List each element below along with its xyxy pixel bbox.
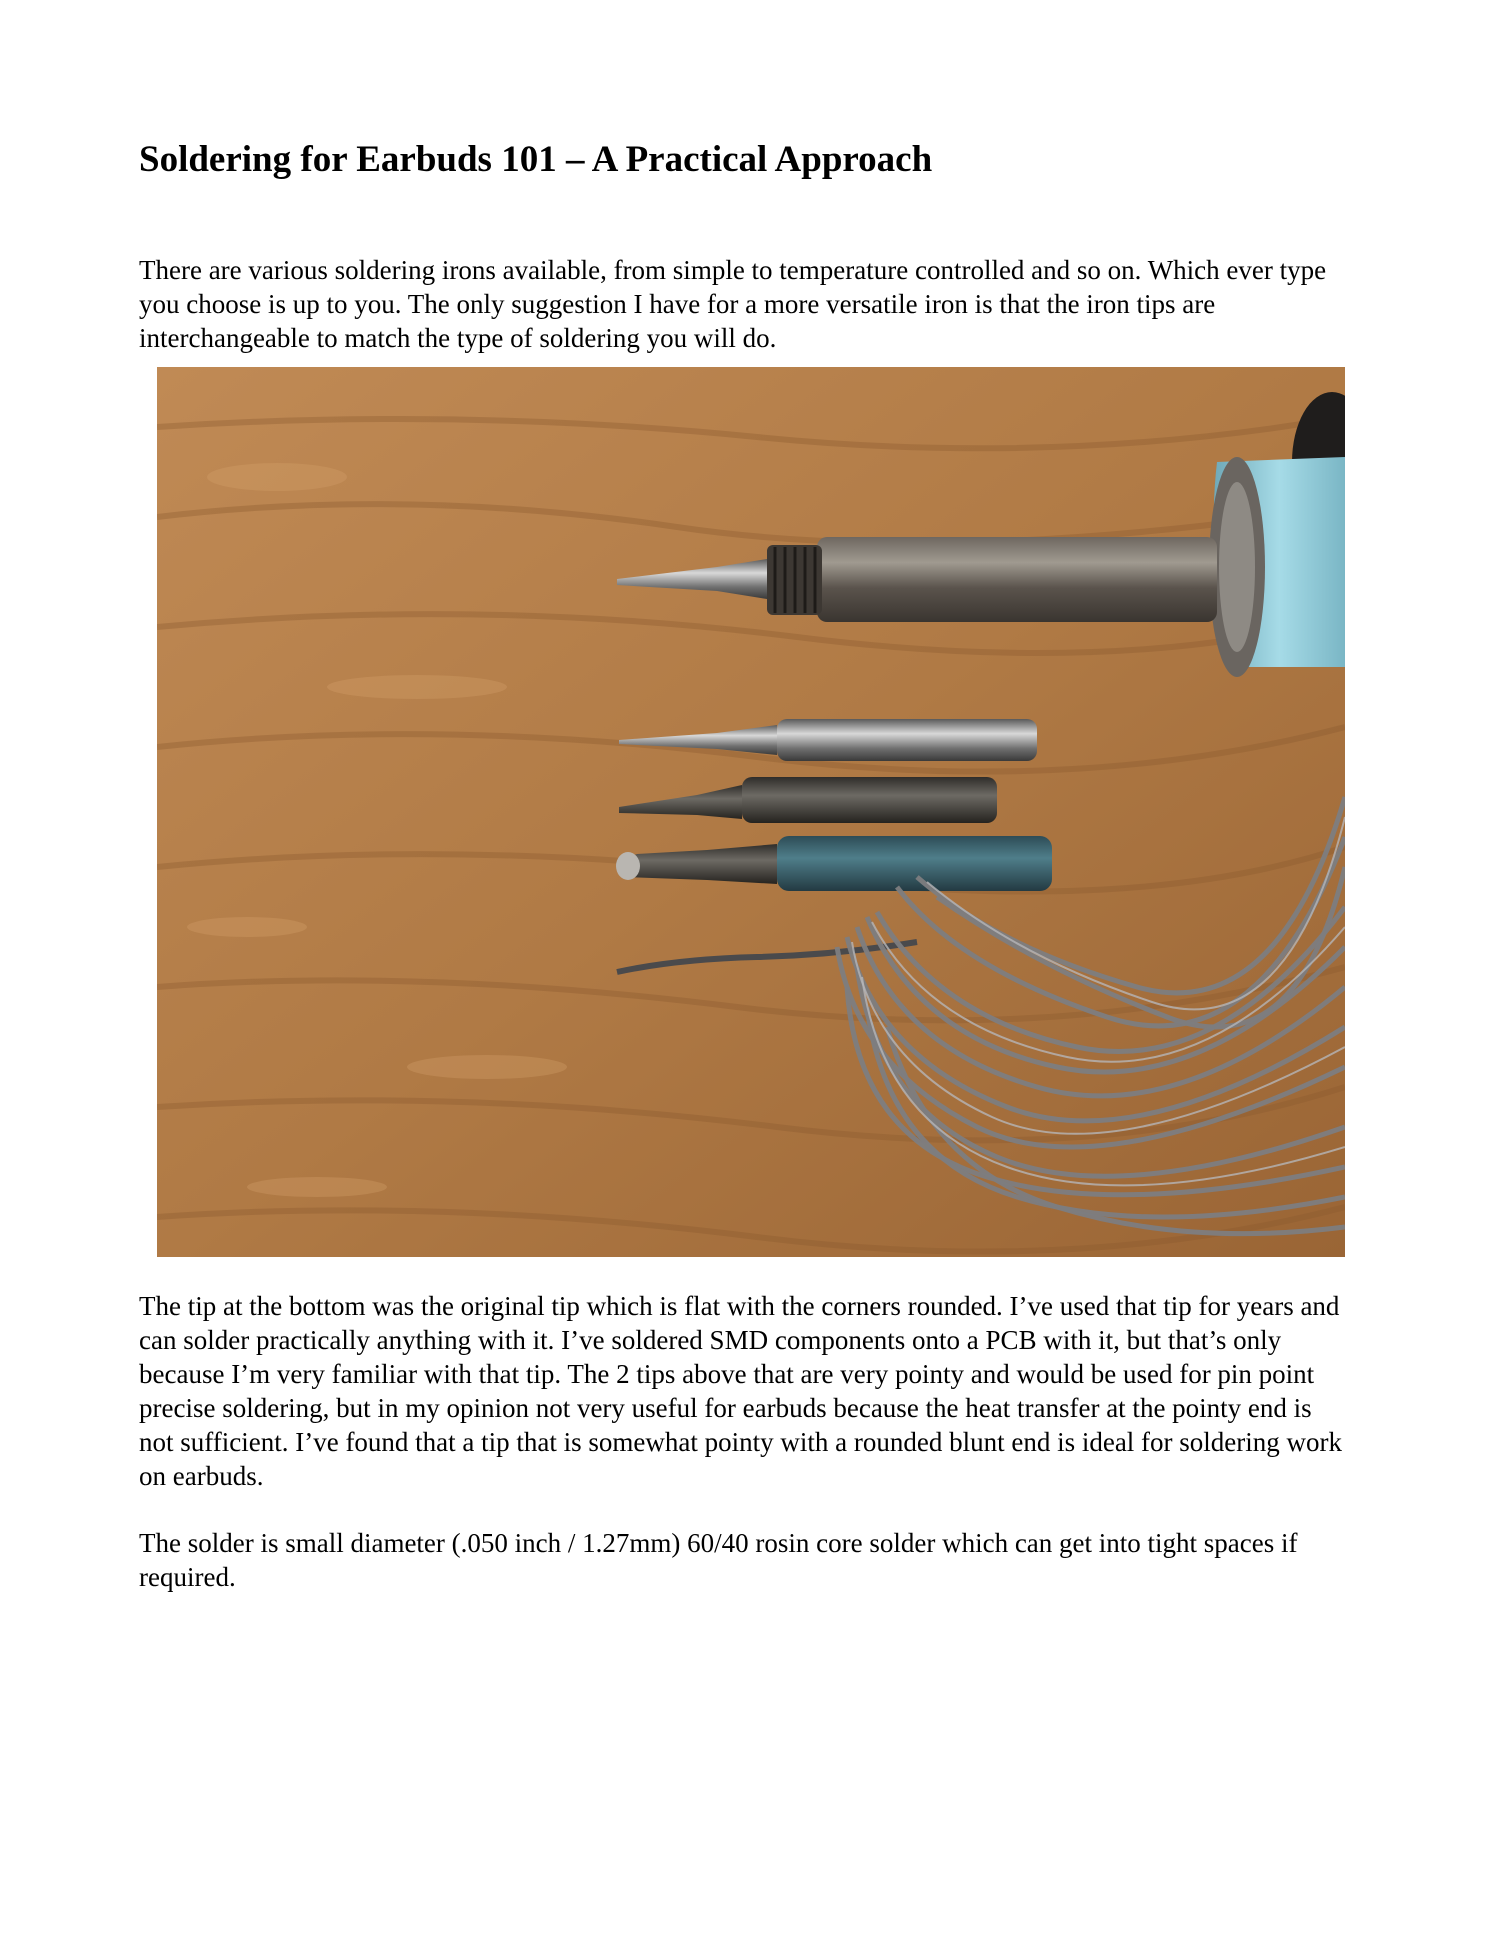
tip-description-paragraph: The tip at the bottom was the original tip which is flat with the corners rounded. I’ve used that tip for years and can solder practically anything with it. I’ve soldered SMD components onto a PCB with it, but that’s only because I’m very familiar with that tip. The 2 tips above that are very pointy and would be used for pin point precise soldering, but in my opinion not very useful for earbuds because the heat transfer at the pointy end is not sufficient. I’ve found that a tip that is somewhat pointy with a rounded blunt end is ideal for soldering work on earbuds.: [139, 1291, 1343, 1491]
soldering-tools-photo: [157, 367, 1345, 1257]
document-title: Soldering for Earbuds 101 – A Practical Approach: [139, 139, 933, 180]
solder-description-paragraph: The solder is small diameter (.050 inch / 1.27mm) 60/40 rosin core solder which can get into tight spaces if required.: [139, 1528, 1298, 1592]
soldering-tools-illustration: [157, 367, 1345, 1257]
intro-paragraph: There are various soldering irons available, from simple to temperature controlled and so on. Which ever type you choose is up to you. The only suggestion I have for a more versatile iron is that the iron tips are interchangeable to match the type of soldering you will do.: [139, 255, 1327, 353]
